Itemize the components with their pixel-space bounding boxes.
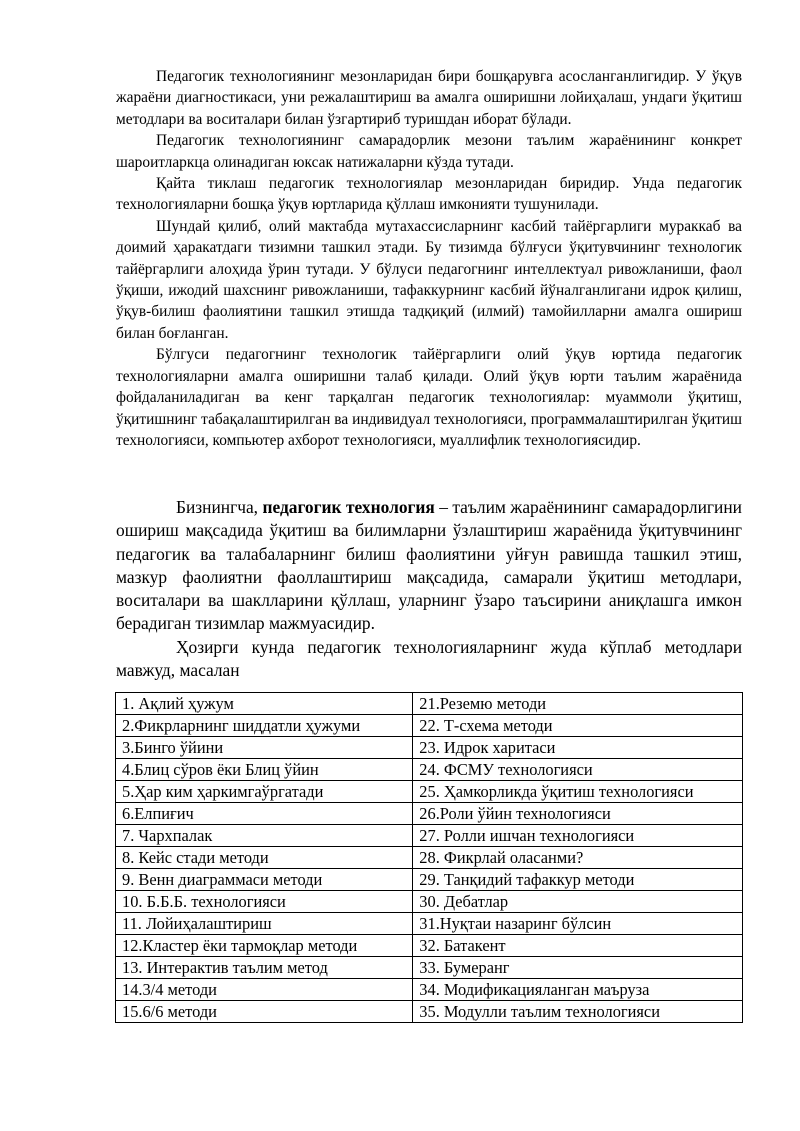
method-cell: 5.Ҳар ким ҳаркимгаўргатади — [116, 781, 413, 803]
definition-paragraph — [116, 496, 742, 636]
method-cell: 24. ФСМУ технологияси — [413, 759, 743, 781]
table-row — [116, 1001, 743, 1023]
method-cell: 32. Батакент — [413, 935, 743, 957]
definition-body: – таълим жараёнининг самарадорлигини ошириш мақсадида ўқитиш ва билимларни ўзлаштириш жараёнида ўқитувчининг педагогик ва талабаларнинг билиш фаолиятини уйғун равишда ташкил этиш, мазкур фаолиятни фаоллаштириш мақсадида, самарали ўқитиш методлари, воситалари ва шаклларини қўллаш, уларнинг ўзаро таъсирини аниқлашга имкон берадиган тизимлар мажмуасидир. — [116, 497, 742, 634]
method-cell: 6.Елпиғич — [116, 803, 413, 825]
paragraph: Педагогик технологиянинг мезонларидан бири бошқарувга асосланганлигидир. У ўқув жараёни диагностикаси, уни режалаштириш ва амалга оширишни лойиҳалаш, ундаги ўқитиш методлари ва воситалари билан ўзгартириб туришдан иборат бўлади. — [116, 68, 742, 128]
table-row — [116, 891, 743, 913]
method-cell: 10. Б.Б.Б. технологияси — [116, 891, 413, 913]
paragraph: Бўлгуси педагогнинг технологик тайёргарлиги олий ўқув юртида педагогик технологияларни амалга оширишни талаб қилади. Олий ўқув юрти таълим жараёнида фойдаланиладиган ва кенг тарқалган педагогик технологиялар: муаммоли ўқитиш, ўқитишнинг табақалаштирилган ва индивидуал технологияси, программалаштирилган ўқитиш технологияси, компьютер ахборот технологияси, муаллифлик технологиясидир. — [116, 346, 742, 449]
method-cell: 29. Танқидий тафаккур методи — [413, 869, 743, 891]
table-row — [116, 759, 743, 781]
intro-paragraph: Ҳозирги кунда педагогик технологияларнинг жуда кўплаб методлари мавжуд, масалан — [116, 636, 742, 681]
method-cell: 23. Идрок харитаси — [413, 737, 743, 759]
definition-term: педагогик технология — [262, 497, 435, 517]
method-cell: 35. Модулли таълим технологияси — [413, 1001, 743, 1023]
method-cell: 12.Кластер ёки тармоқлар методи — [116, 935, 413, 957]
method-cell: 28. Фикрлай оласанми? — [413, 847, 743, 869]
table-row — [116, 803, 743, 825]
method-cell: 8. Кейс стади методи — [116, 847, 413, 869]
method-cell: 1. Ақлий ҳужум — [116, 693, 413, 715]
method-cell: 14.3/4 методи — [116, 979, 413, 1001]
method-cell: 2.Фикрларнинг шиддатли ҳужуми — [116, 715, 413, 737]
paragraph: Шундай қилиб, олий мактабда мутахассисларнинг касбий тайёргарлиги мураккаб ва доимий ҳаракатдаги тизимни ташкил этади. Бу тизимда бўлғуси ўқитувчининг технологик тайёргарлиги алоҳида ўрин тутади. У бўлуси педагогнинг интеллектуал ривожланиши, фаол ўқиши, ижодий шахснинг ривожланиши, тафаккурнинг касбий йўналганлигани идрок қилиш, ўқув-билиш фаолиятини ташкил этишда тадқиқий (илмий) тамойилларни амалга ошириш билан боғланган. — [116, 217, 742, 342]
method-cell: 33. Бумеранг — [413, 957, 743, 979]
table-row — [116, 737, 743, 759]
method-cell: 9. Венн диаграммаси методи — [116, 869, 413, 891]
method-cell: 27. Ролли ишчан технологияси — [413, 825, 743, 847]
table-row — [116, 935, 743, 957]
method-cell: 22. Т-схема методи — [413, 715, 743, 737]
paragraph: Педагогик технологиянинг самарадорлик мезони таълим жараёнининг конкрет шароитларкца олинадиган юксак натижаларни кўзда тутади. — [116, 132, 742, 171]
table-row — [116, 913, 743, 935]
table-row — [116, 825, 743, 847]
method-cell: 26.Роли ўйин технологияси — [413, 803, 743, 825]
method-cell: 3.Бинго ўйини — [116, 737, 413, 759]
method-cell: 21.Реземю методи — [413, 693, 743, 715]
method-cell: 11. Лойиҳалаштириш — [116, 913, 413, 935]
definition-lead: Бизнингча, — [176, 497, 263, 517]
method-cell: 15.6/6 методи — [116, 1001, 413, 1023]
methods-table — [115, 692, 743, 1023]
table-row — [116, 847, 743, 869]
method-cell: 7. Чархпалак — [116, 825, 413, 847]
table-row — [116, 781, 743, 803]
method-cell: 25. Ҳамкорликда ўқитиш технологияси — [413, 781, 743, 803]
method-cell: 31.Нуқтаи назаринг бўлсин — [413, 913, 743, 935]
table-row — [116, 979, 743, 1001]
text-block-definition — [116, 496, 742, 682]
method-cell: 13. Интерактив таълим метод — [116, 957, 413, 979]
methods-table-body — [116, 693, 743, 1023]
method-cell: 34. Модификацияланган маъруза — [413, 979, 743, 1001]
method-cell: 4.Блиц сўров ёки Блиц ўйин — [116, 759, 413, 781]
table-row — [116, 715, 743, 737]
table-row — [116, 693, 743, 715]
text-block-top — [116, 66, 742, 451]
method-cell: 30. Дебатлар — [413, 891, 743, 913]
paragraph: Қайта тиклаш педагогик технологиялар мезонларидан биридир. Унда педагогик технологияларни бошқа ўқув юртларида қўллаш имконияти тушунилади. — [116, 175, 742, 214]
table-row — [116, 869, 743, 891]
table-row — [116, 957, 743, 979]
